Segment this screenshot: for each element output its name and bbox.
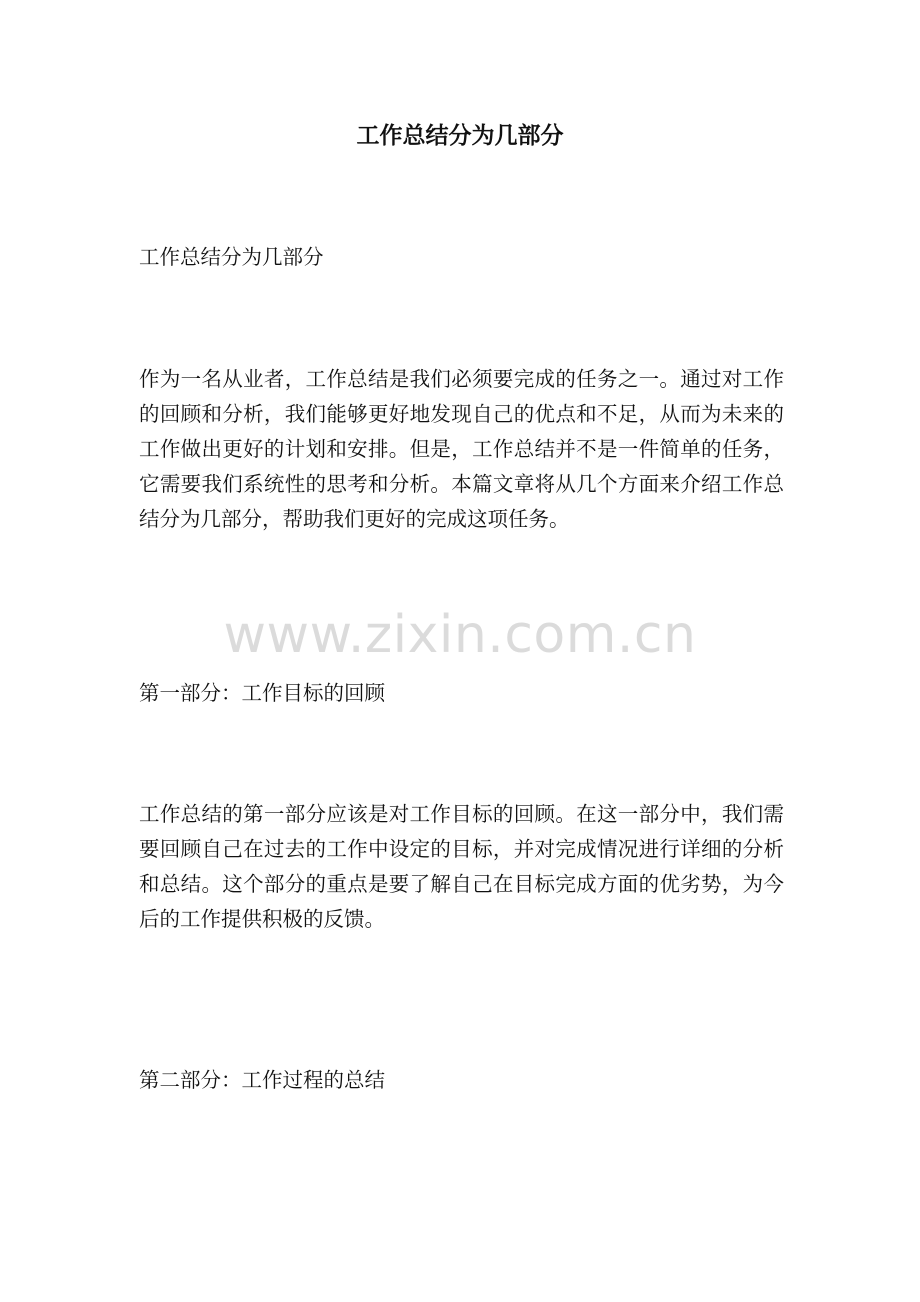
section-heading-1: 第一部分：工作目标的回顾: [139, 681, 385, 705]
section-heading-2: 第二部分：工作过程的总结: [139, 1068, 385, 1092]
watermark: www.zixin.com.cn: [223, 605, 697, 665]
intro-paragraph: 作为一名从业者，工作总结是我们必须要完成的任务之一。通过对工作的回顾和分析，我们能够更好地发现自己的优点和不足，从而为未来的工作做出更好的计划和安排。但是，工作总结并不是一件简单的任务，它需要我们系统性的思考和分析。本篇文章将从几个方面来介绍工作总结分为几部分，帮助我们更好的完成这项任务。: [139, 367, 784, 531]
section-paragraph-1: 工作总结的第一部分应该是对工作目标的回顾。在这一部分中，我们需要回顾自己在过去的工作中设定的目标，并对完成情况进行详细的分析和总结。这个部分的重点是要了解自己在目标完成方面的优劣势，为今后的工作提供积极的反馈。: [139, 802, 784, 931]
document-subtitle: 工作总结分为几部分: [139, 245, 324, 269]
document-title: 工作总结分为几部分: [356, 122, 564, 149]
